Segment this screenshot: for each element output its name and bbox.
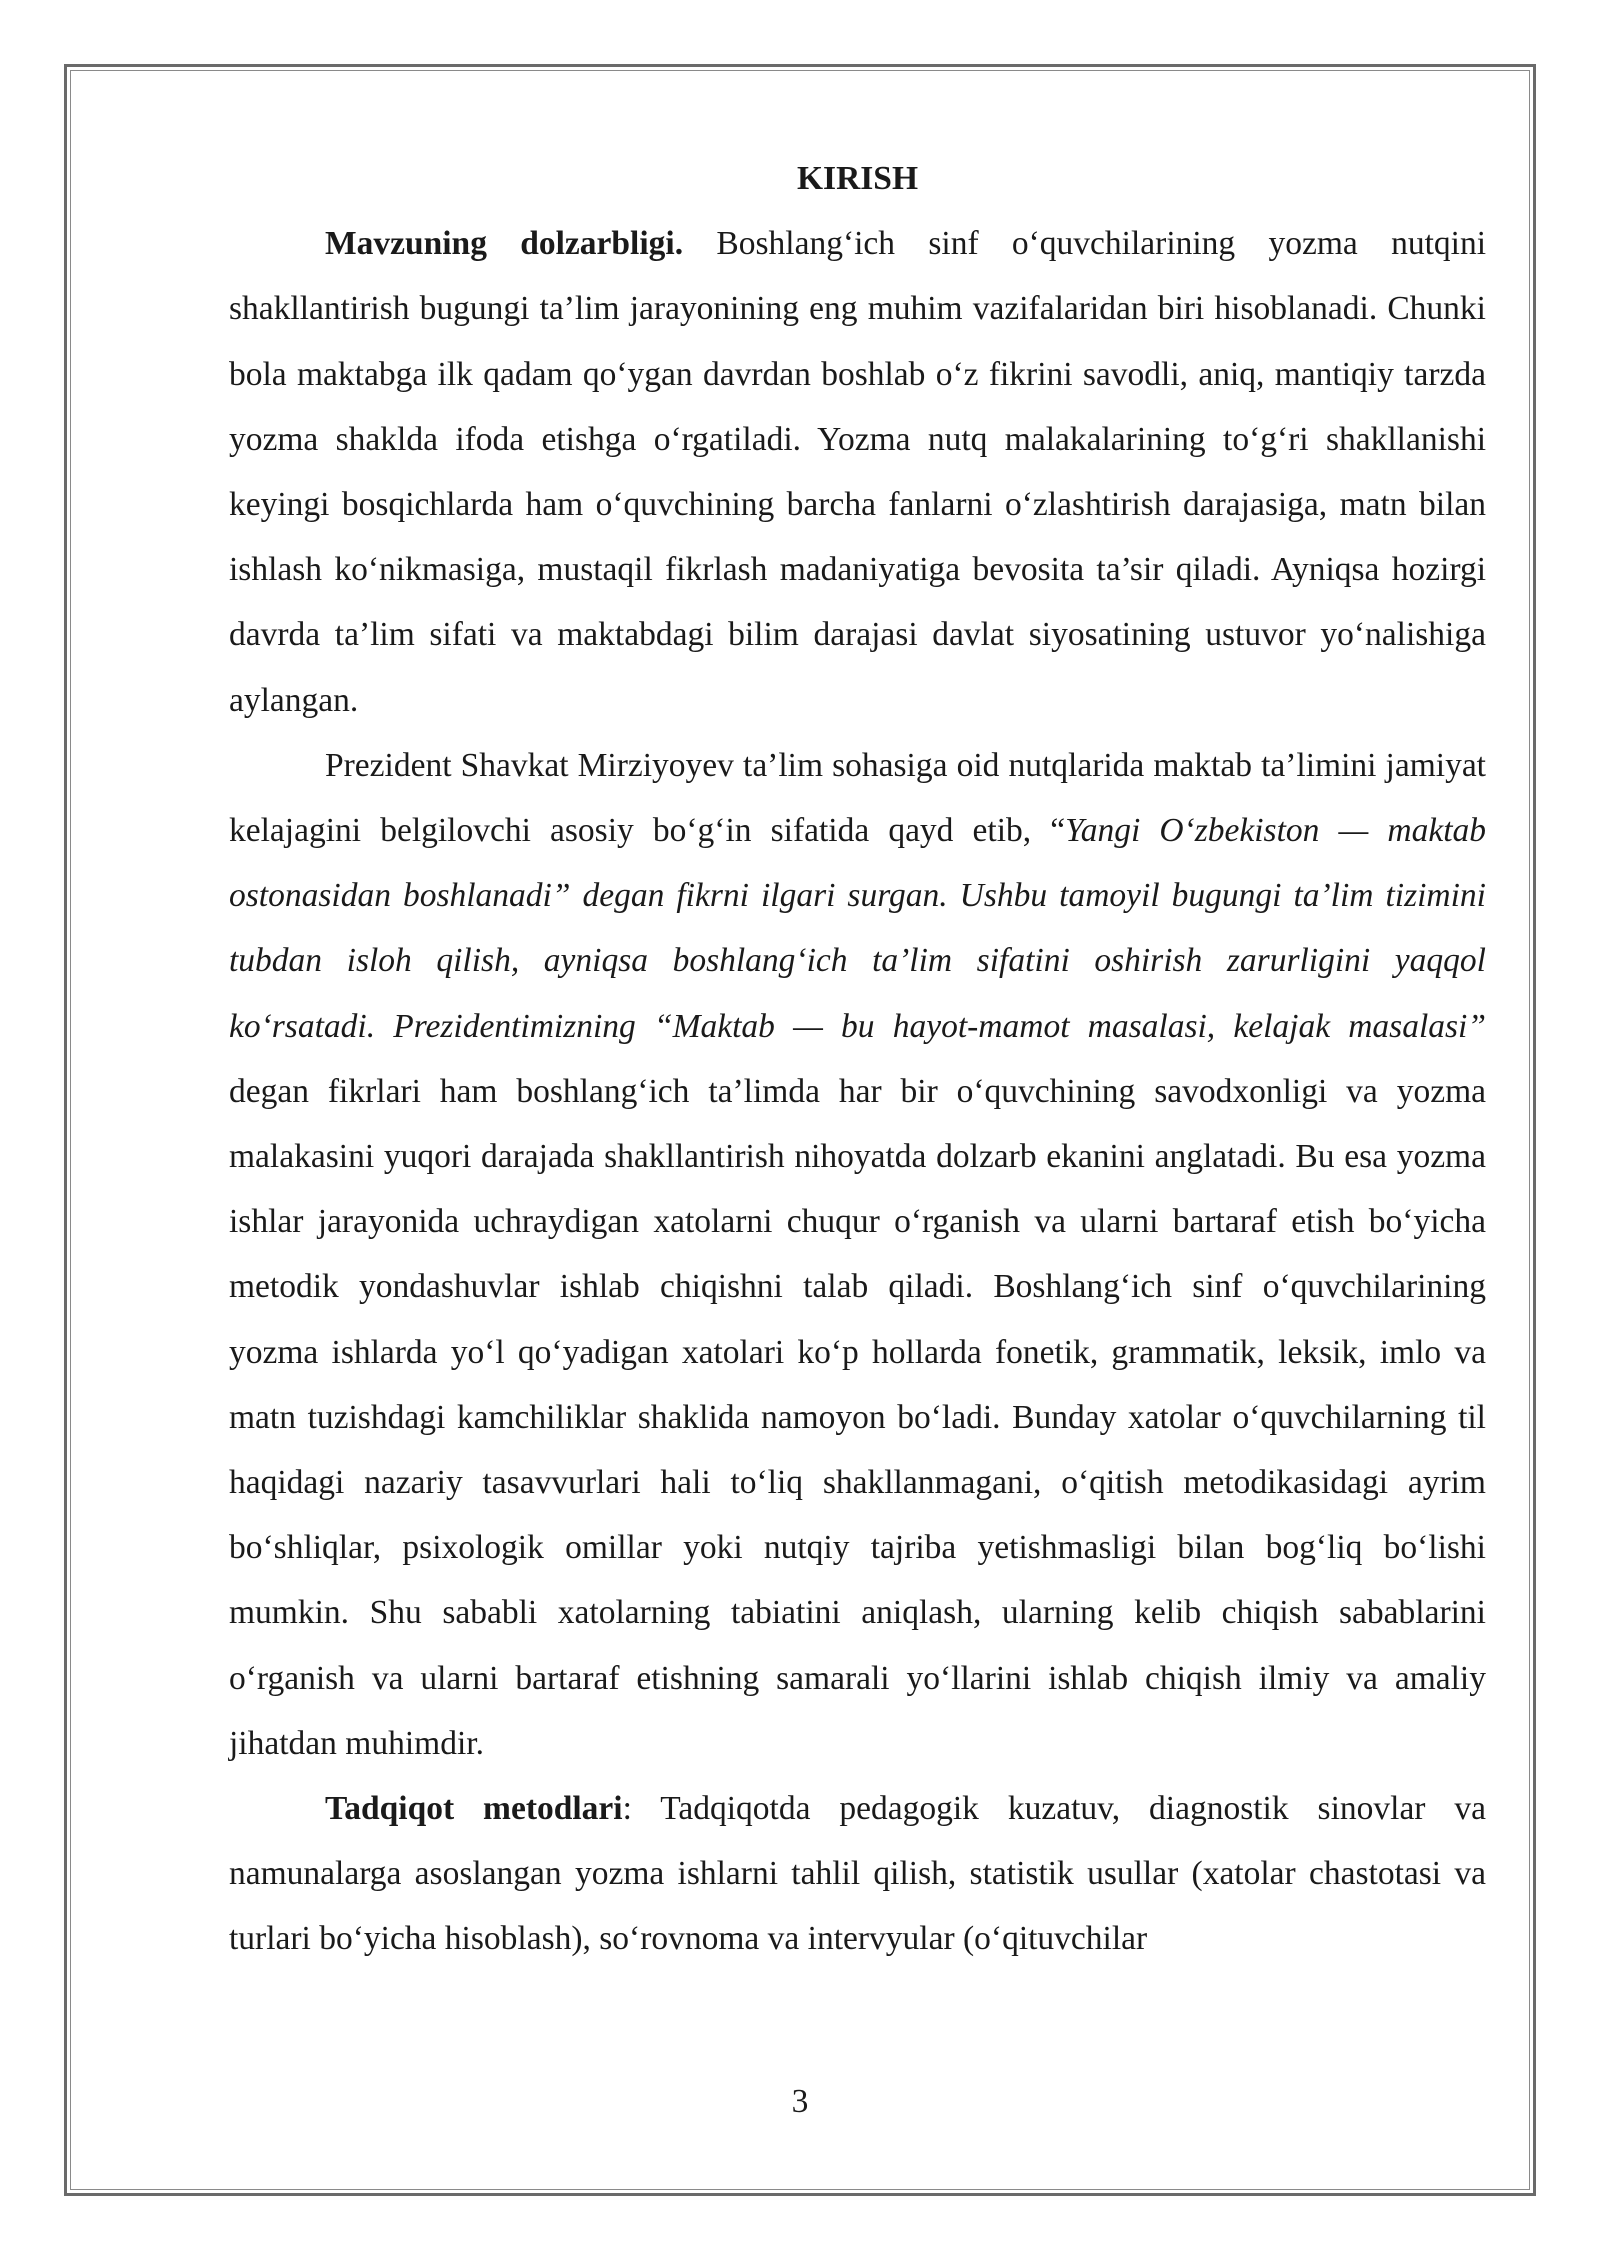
page-content — [229, 146, 1486, 1972]
paragraph-lead-relevance: Mavzuning dolzarbligi. — [325, 225, 684, 263]
paragraph-methods — [229, 1776, 1486, 1972]
paragraph-text-relevance: Boshlang‘ich sinf o‘quvchilarining yozma nutqini shakllantirish bugungi ta’lim jarayonining eng muhim vazifalaridan biri hisoblanadi. Chunki bola maktabga ilk qadam qo‘ygan davrdan boshlab o‘z fikrini savodli, aniq, mantiqiy tarzda yozma shaklda ifoda etishga o‘rgatiladi. Yozma nutq malakalarining to‘g‘ri shakllanishi keyingi bosqichlarda ham o‘quvchining barcha fanlarni o‘zlashtirish darajasiga, matn bilan ishlash ko‘nikmasiga, mustaqil fikrlash madaniyatiga bevosita ta’sir qiladi. Ayniqsa hozirgi davrda ta’lim sifati va maktabdagi bilim darajasi davlat siyosatining ustuvor yo‘nalishiga aylangan. — [229, 225, 1487, 719]
page-number: 3 — [791, 2083, 809, 2120]
paragraph-relevance — [229, 211, 1486, 733]
quote-close-mark: ” — [551, 877, 583, 915]
paragraph-text-methods: : Tadqiqotda pedagogik kuzatuv, diagnostik sinovlar va namunalarga asoslangan yozma ishlarni tahlil qilish, statistik usullar (xatolar chastotasi va turlari bo‘yicha hisoblash), so‘rovnoma va intervyular (o‘qituvchilar — [229, 1790, 1487, 1958]
paragraph-lead-methods: Tadqiqot metodlari — [325, 1790, 623, 1828]
quote-italic-1: Yangi O‘zbekiston — maktab ostonasidan boshlanadi — [229, 812, 1487, 915]
section-heading: KIRISH — [796, 160, 918, 197]
quote-italic-2: degan fikrni ilgari surgan. Ushbu tamoyil bugungi ta’lim tizimini tubdan isloh qilish, ayniqsa boshlang‘ich ta’lim sifatini oshirish zarurligini yaqqol ko‘rsatadi. Prezidentimizning “Maktab — bu hayot-mamot masalasi, kelajak masalasi” — [229, 877, 1486, 1045]
paragraph-president-quote — [229, 733, 1486, 1776]
paragraph-text-part1: Prezident Shavkat Mirziyoyev ta’lim sohasiga oid nutqlarida maktab ta’limini jamiyat kelajagini belgilovchi asosiy bo‘g‘in sifatida qayd etib, “ — [229, 746, 1486, 850]
paragraph-text-part3: degan fikrlari ham boshlang‘ich ta’limda har bir o‘quvchining savodxonligi va yozma malakasini yuqori darajada shakllantirish nihoyatda dolzarb ekanini anglatadi. Bu esa yozma ishlar jarayonida uchraydigan xatolarni chuqur o‘rganish va ularni bartaraf etish bo‘yicha metodik yondashuvlar ishlab chiqishni talab qiladi. Boshlang‘ich sinf o‘quvchilarining yozma ishlarda yo‘l qo‘yadigan xatolari ko‘p hollarda fonetik, grammatik, leksik, imlo va matn tuzishdagi kamchiliklar shaklida namoyon bo‘ladi. Bunday xatolar o‘quvchilarning til haqidagi nazariy tasavvurlari hali to‘liq shakllanmagani, o‘qitish metodikasidagi ayrim bo‘shliqlar, psixologik omillar yoki nutqiy tajriba yetishmasligi bilan bog‘liq bo‘lishi mumkin. Shu sababli xatolarning tabiatini aniqlash, ularning kelib chiqish sabablarini o‘rganish va ularni bartaraf etishning samarali yo‘llarini ishlab chiqish ilmiy va amaliy jihatdan muhimdir. — [229, 1072, 1486, 1762]
